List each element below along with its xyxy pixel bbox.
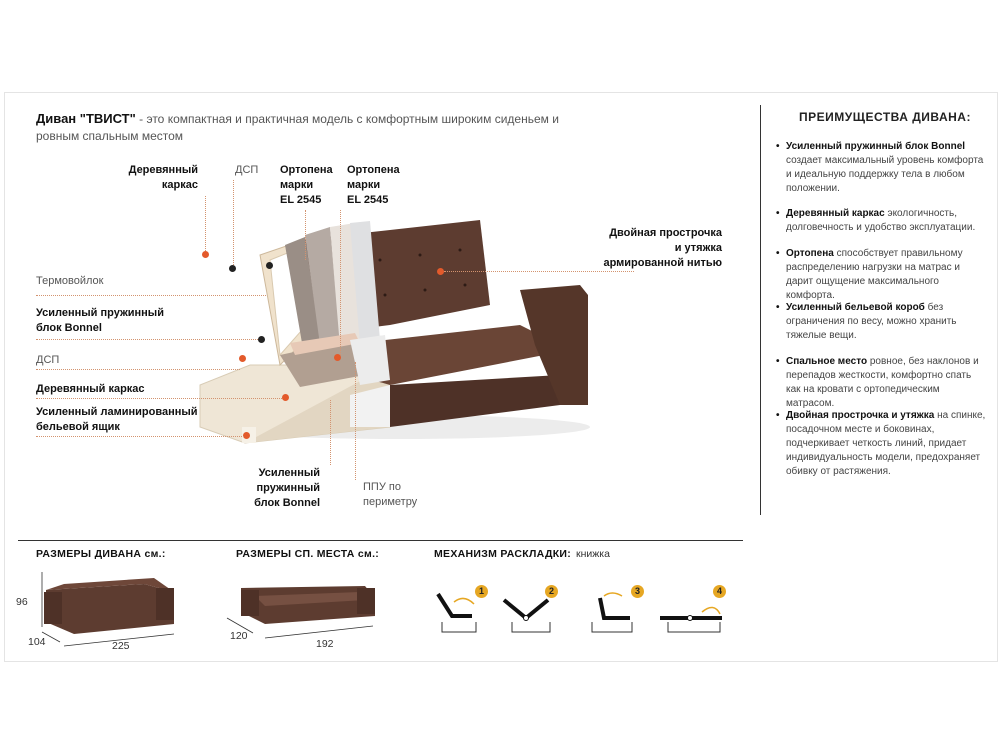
leader bbox=[36, 339, 258, 340]
callout-laminated-box bbox=[36, 405, 198, 435]
callout-thermovoilok: Термовойлок bbox=[36, 275, 104, 287]
callout-line: EL 2545 bbox=[347, 194, 389, 206]
leader bbox=[36, 436, 244, 437]
leader bbox=[36, 369, 240, 370]
callout-line: блок Bonnel bbox=[254, 497, 320, 509]
advantage-item bbox=[776, 140, 986, 196]
advantage-text: создает максимальный уровень комфорта и идеальную поддержку тела в любом положении. bbox=[786, 155, 984, 194]
callout-line: Двойная прострочка bbox=[609, 227, 722, 239]
callout-spring-block-left bbox=[36, 306, 164, 336]
advantage-bold: Усиленный пружинный блок Bonnel bbox=[786, 141, 966, 152]
bullet: • bbox=[776, 356, 780, 367]
thermovoilok-marker bbox=[266, 262, 273, 269]
callout-dsp-top: ДСП bbox=[235, 164, 259, 176]
callout-line: Ортопена bbox=[280, 164, 333, 176]
callout-line: марки bbox=[347, 179, 381, 191]
callout-wood-frame-left: Деревянный каркас bbox=[36, 383, 145, 395]
advantage-bold: Деревянный каркас bbox=[786, 208, 885, 219]
dsp-marker bbox=[229, 265, 236, 272]
product-prefix: Диван bbox=[36, 111, 80, 126]
callout-line: Усиленный ламинированный bbox=[36, 406, 198, 418]
step-badge-2: 2 bbox=[545, 585, 558, 598]
bed-depth: 120 bbox=[230, 630, 248, 642]
leader bbox=[36, 398, 282, 399]
callout-ortopena-1 bbox=[280, 163, 333, 208]
advantage-item bbox=[776, 301, 986, 343]
bed-width: 192 bbox=[316, 638, 334, 650]
bullet: • bbox=[776, 208, 780, 219]
advantage-bold: Ортопена bbox=[786, 248, 834, 259]
advantage-text: ровное, без наклонов и перепадов жесткости, комфортно спать как на кровати с ортопедическим матрасом. bbox=[786, 356, 979, 409]
bullet: • bbox=[776, 410, 780, 421]
callout-line: армированной нитью bbox=[603, 257, 722, 269]
horizontal-divider bbox=[18, 540, 743, 541]
step-badge-3: 3 bbox=[631, 585, 644, 598]
bed-dimensions-drawing bbox=[225, 578, 385, 648]
callout-line: Ортопена bbox=[347, 164, 400, 176]
mechanism-step-3 bbox=[592, 593, 632, 632]
leader bbox=[205, 196, 206, 251]
advantage-bold: Спальное место bbox=[786, 356, 868, 367]
callout-line: Усиленный пружинный bbox=[36, 307, 164, 319]
callout-line: марки bbox=[280, 179, 314, 191]
bullet: • bbox=[776, 302, 780, 313]
sofa-cutaway-illustration bbox=[190, 215, 600, 450]
sofa-dimensions-title: РАЗМЕРЫ ДИВАНА см.: bbox=[36, 548, 166, 560]
leader bbox=[36, 295, 266, 296]
intro-text bbox=[36, 110, 736, 145]
advantage-item bbox=[776, 355, 986, 411]
mechanism-value: книжка bbox=[576, 548, 610, 560]
sofa-height: 96 bbox=[16, 596, 28, 608]
advantage-bold: Двойная прострочка и утяжка bbox=[786, 410, 935, 421]
callout-line: пружинный bbox=[256, 482, 320, 494]
wood-frame-marker-top bbox=[202, 251, 209, 258]
wood-frame-left-marker bbox=[282, 394, 289, 401]
vertical-divider bbox=[760, 105, 761, 515]
spring-marker bbox=[258, 336, 265, 343]
leader bbox=[355, 362, 356, 480]
callout-line: и утяжка bbox=[674, 242, 722, 254]
callout-spring-block-bottom bbox=[220, 466, 320, 511]
step-badge-4: 4 bbox=[713, 585, 726, 598]
callout-line: Деревянный bbox=[128, 164, 198, 176]
advantage-text: без ограничения по весу, можно хранить тяжелые вещи. bbox=[786, 302, 957, 341]
advantage-text: на спинке, посадочном месте и боковинах, подчеркивает четкость линий, придает индивидуальность модели, предохраняет обивку от растяжения. bbox=[786, 410, 986, 477]
mechanism-step-1 bbox=[438, 594, 476, 632]
advantages-title: ПРЕИМУЩЕСТВА ДИВАНА: bbox=[799, 110, 971, 124]
advantage-bold: Усиленный бельевой короб bbox=[786, 302, 925, 313]
advantage-item bbox=[776, 207, 986, 235]
sofa-width: 225 bbox=[112, 640, 130, 652]
callout-stitching bbox=[560, 226, 722, 271]
callout-line: ППУ по bbox=[363, 481, 401, 493]
box-marker bbox=[243, 432, 250, 439]
sofa-depth: 104 bbox=[28, 636, 46, 648]
mechanism-step-4 bbox=[660, 607, 722, 632]
callout-line: Усиленный bbox=[258, 467, 320, 479]
callout-wood-frame-top bbox=[100, 163, 198, 193]
leader bbox=[444, 271, 634, 272]
leader bbox=[305, 210, 306, 260]
callout-line: блок Bonnel bbox=[36, 322, 102, 334]
leader bbox=[330, 400, 331, 465]
bullet: • bbox=[776, 248, 780, 259]
bed-dimensions-title: РАЗМЕРЫ СП. МЕСТА см.: bbox=[236, 548, 380, 560]
advantage-item bbox=[776, 409, 986, 479]
mechanism-title: МЕХАНИЗМ РАСКЛАДКИ: bbox=[434, 548, 572, 560]
dsp-left-marker bbox=[239, 355, 246, 362]
step-badge-1: 1 bbox=[475, 585, 488, 598]
mechanism-step-2 bbox=[504, 600, 550, 632]
callout-ortopena-2 bbox=[347, 163, 400, 208]
leader bbox=[340, 210, 341, 355]
product-name: "ТВИСТ" bbox=[79, 111, 136, 126]
advantage-item bbox=[776, 247, 986, 303]
bullet: • bbox=[776, 141, 780, 152]
callout-line: периметру bbox=[363, 496, 418, 508]
leader bbox=[233, 180, 234, 265]
callout-ppu bbox=[363, 480, 417, 510]
callout-line: бельевой ящик bbox=[36, 421, 120, 433]
intro-line-2: ровным спальным местом bbox=[36, 129, 184, 143]
ortopena-marker-2 bbox=[334, 354, 341, 361]
callout-line: каркас bbox=[161, 179, 198, 191]
callout-dsp-left: ДСП bbox=[36, 354, 60, 366]
intro-line-1: - это компактная и практичная модель с комфортным широким сиденьем и bbox=[135, 112, 559, 126]
stitching-marker bbox=[437, 268, 444, 275]
advantage-text: способствует правильному распределению нагрузки на матрас и дарит ощущение максимального комфорта. bbox=[786, 248, 963, 301]
callout-line: EL 2545 bbox=[280, 194, 322, 206]
advantage-text: экологичность, долговечность и удобство эксплуатации. bbox=[786, 208, 976, 233]
